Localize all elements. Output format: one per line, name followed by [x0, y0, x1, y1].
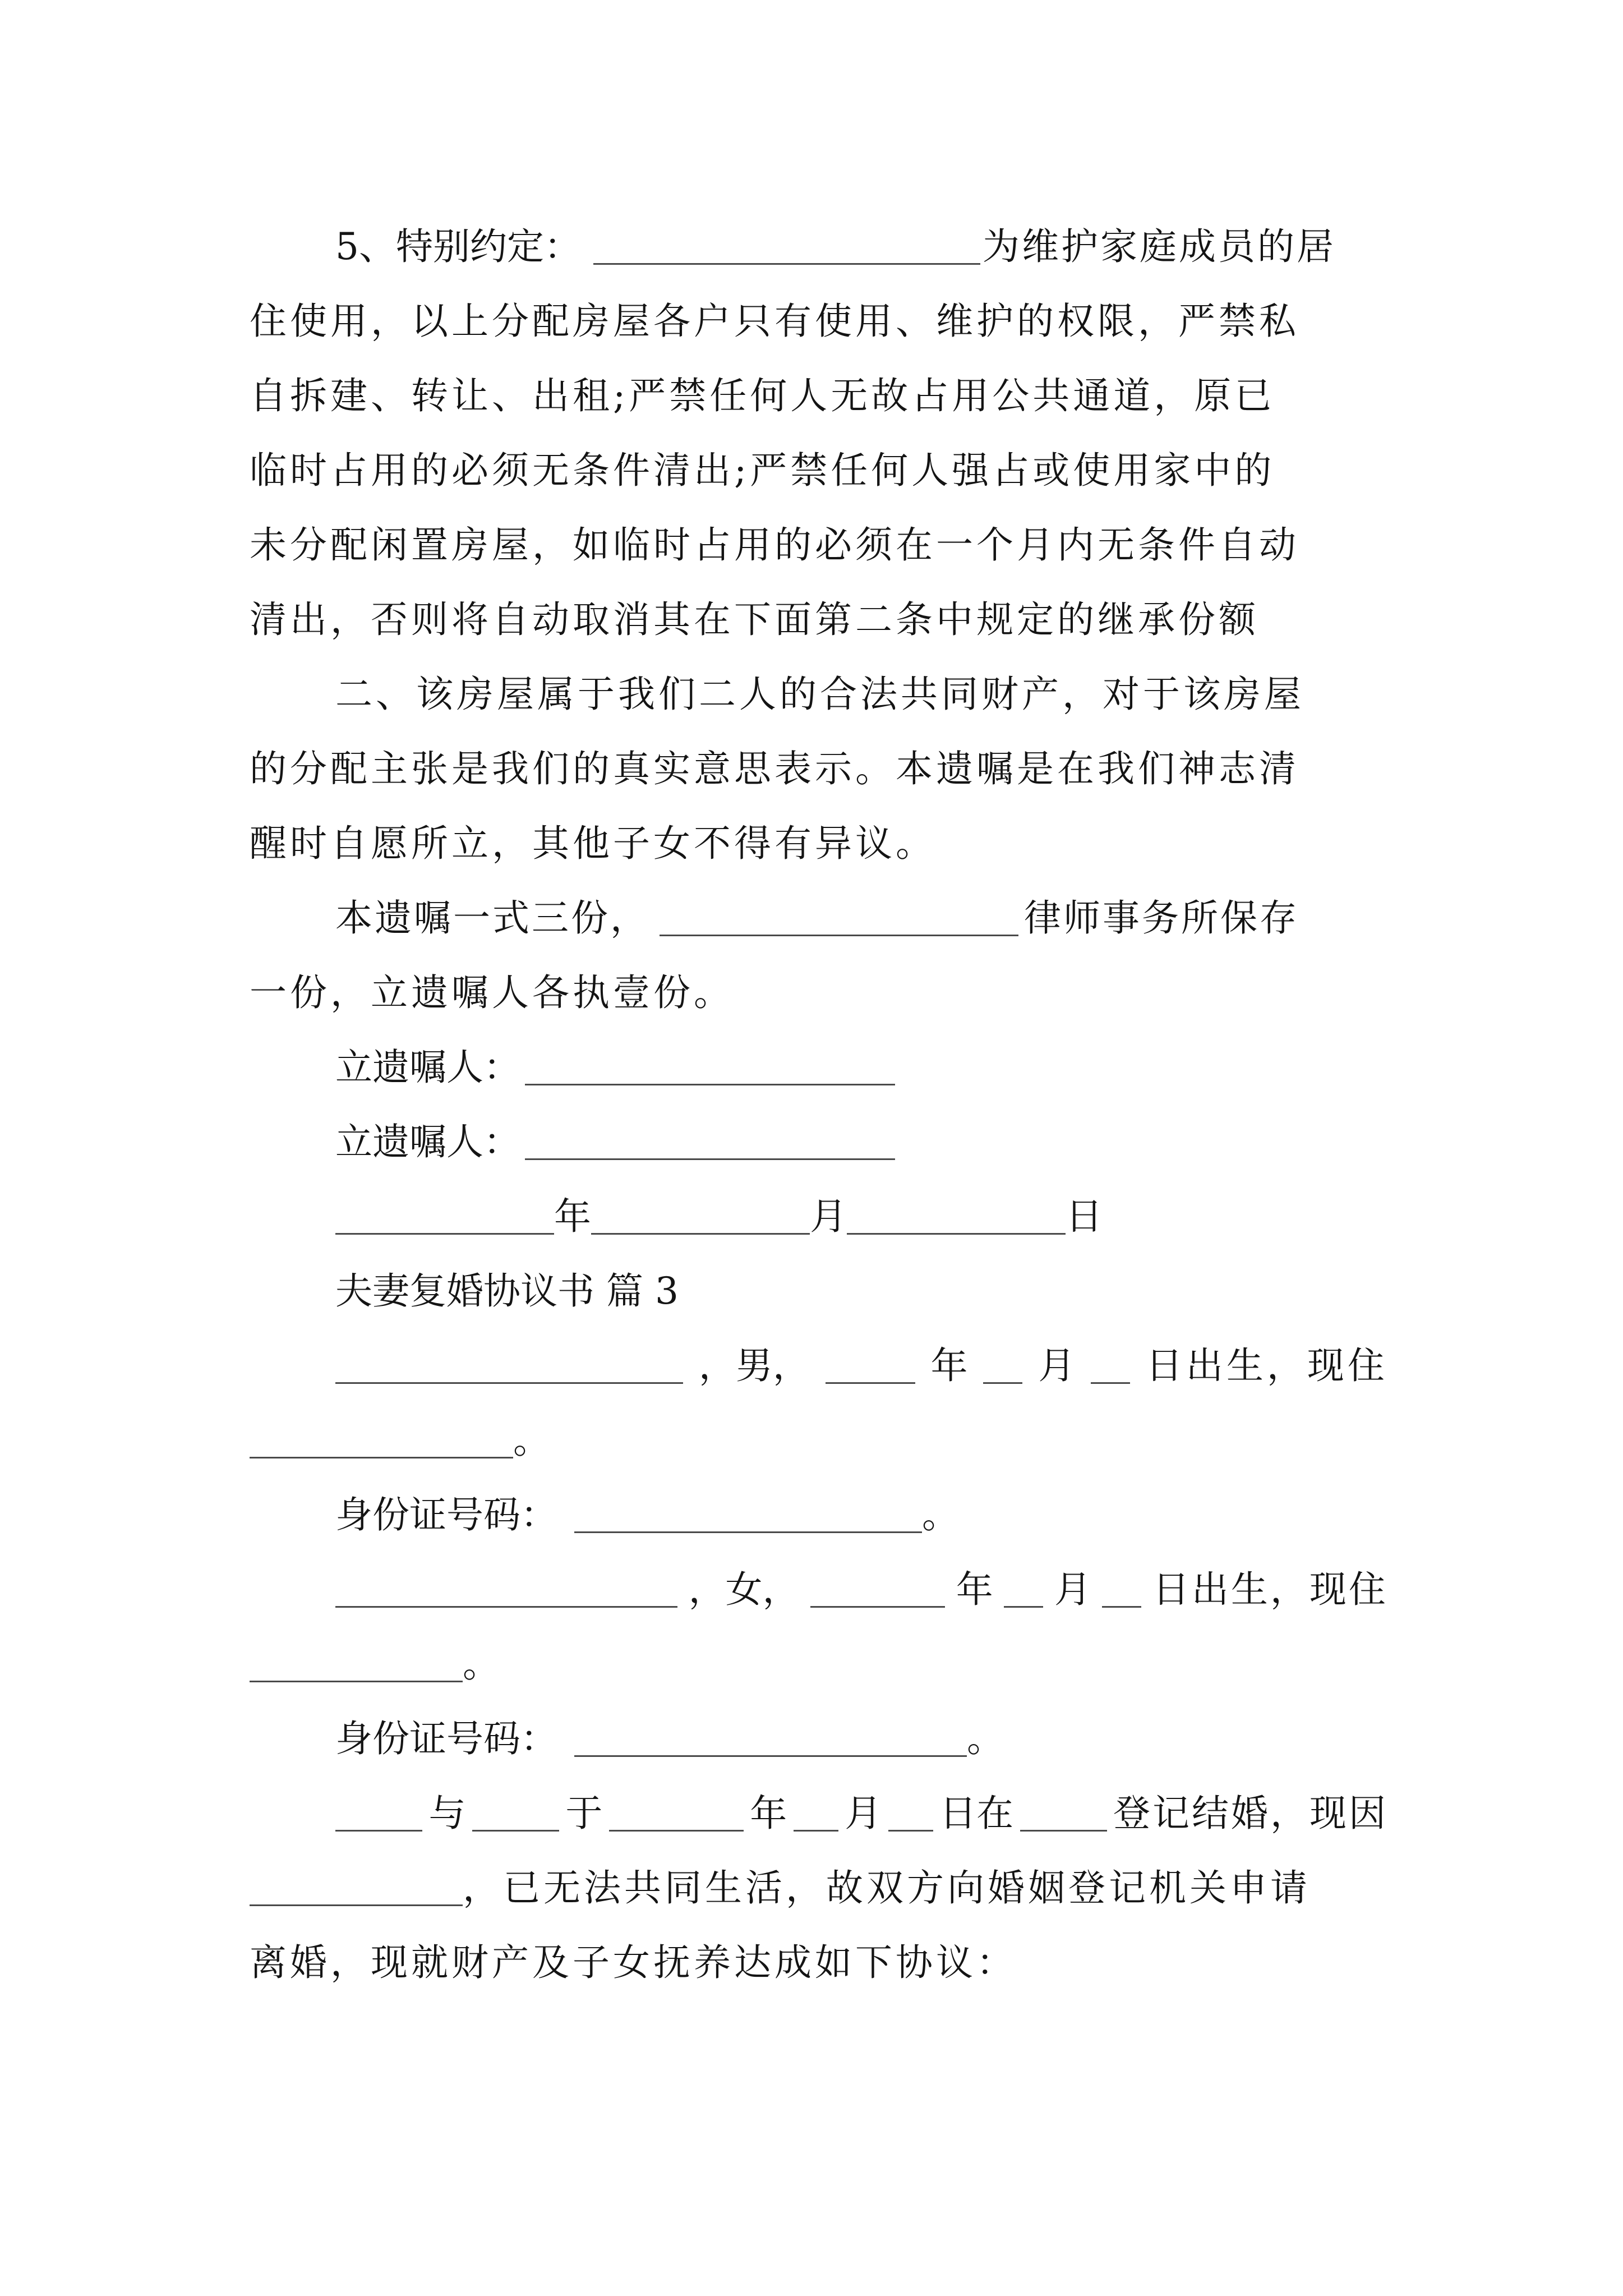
woman-id-line — [335, 1703, 1388, 1775]
special-clause-blank[interactable] — [593, 263, 980, 265]
testator-line-2 — [335, 1106, 1388, 1179]
man-id-end: 。 — [922, 1493, 959, 1536]
man-address-end: 。 — [513, 1419, 550, 1462]
woman-line-1 — [335, 1553, 1388, 1626]
woman-born-label: 日出生，现住 — [1152, 1568, 1388, 1611]
woman-id-end: 。 — [967, 1717, 1004, 1760]
marriage-line-1 — [335, 1777, 1388, 1850]
woman-id-label: 身份证号码： — [335, 1717, 557, 1760]
man-birth-day-blank[interactable] — [1091, 1382, 1130, 1384]
man-year-label: 年 — [930, 1344, 968, 1387]
marriage-month-blank[interactable] — [794, 1829, 838, 1832]
copies-prefix: 本遗嘱一式三份， — [335, 896, 649, 940]
testator-blank-1[interactable] — [525, 1083, 895, 1085]
woman-birth-day-blank[interactable] — [1102, 1605, 1141, 1608]
marriage-line-2 — [250, 1852, 1388, 1925]
testator-label-2: 立遗嘱人： — [335, 1120, 520, 1163]
testator-label-1: 立遗嘱人： — [335, 1046, 520, 1089]
man-birth-month-blank[interactable] — [983, 1382, 1022, 1384]
man-id-line — [335, 1479, 1388, 1552]
man-name-blank[interactable] — [335, 1382, 683, 1384]
copies-line-1 — [335, 882, 1388, 955]
man-id-blank[interactable] — [574, 1531, 922, 1533]
woman-gender: ，女， — [688, 1568, 800, 1611]
marriage-line-3: 离婚，现就财产及子女抚养达成如下协议： — [250, 1941, 1017, 1984]
woman-year-label: 年 — [956, 1568, 993, 1611]
special-clause-line-5: 未分配闲置房屋，如临时占用的必须在一个月内无条件自动 — [250, 523, 1299, 567]
man-birth-year-blank[interactable] — [826, 1382, 915, 1384]
copies-line-2: 一份，立遗嘱人各执壹份。 — [250, 971, 734, 1014]
party-a-blank[interactable] — [335, 1829, 422, 1832]
special-clause-line-2: 住使用，以上分配房屋各户只有使用、维护的权限，严禁私 — [250, 300, 1299, 343]
woman-name-blank[interactable] — [335, 1605, 677, 1608]
date-month-label: 月 — [810, 1195, 847, 1238]
special-clause-prefix: 5、特别约定： — [335, 225, 581, 268]
date-year-label: 年 — [554, 1195, 591, 1238]
registration-place-blank[interactable] — [1020, 1829, 1107, 1832]
date-line — [335, 1180, 1388, 1253]
special-clause-line-1 — [335, 210, 1388, 283]
marriage-day-at-label: 日在 — [939, 1792, 1014, 1835]
special-clause-suffix: 为维护家庭成员的居 — [983, 225, 1336, 268]
marriage-day-blank[interactable] — [888, 1829, 933, 1832]
divorce-reason-blank[interactable] — [250, 1904, 463, 1906]
marriage-month-label: 月 — [845, 1792, 882, 1835]
woman-id-blank[interactable] — [574, 1755, 967, 1757]
special-clause-line-4: 临时占用的必须无条件清出;严禁任何人强占或使用家中的 — [250, 449, 1275, 492]
copies-suffix: 律师事务所保存 — [1024, 896, 1299, 940]
man-line-1 — [335, 1329, 1388, 1402]
woman-month-label: 月 — [1054, 1568, 1091, 1611]
woman-address-blank[interactable] — [250, 1680, 463, 1682]
testator-line-1 — [335, 1031, 1388, 1104]
woman-address-end: 。 — [463, 1642, 500, 1686]
article-two-line-3: 醒时自愿所立，其他子女不得有异议。 — [250, 822, 936, 865]
marriage-registered-label: 登记结婚，现因 — [1113, 1792, 1388, 1835]
special-clause-line-6: 清出，否则将自动取消其在下面第二条中规定的继承份额 — [250, 598, 1259, 641]
marriage-with-label: 与 — [428, 1792, 466, 1835]
date-year-blank[interactable] — [335, 1232, 554, 1235]
marriage-on-label: 于 — [565, 1792, 603, 1835]
date-day-label: 日 — [1066, 1195, 1103, 1238]
woman-birth-month-blank[interactable] — [1004, 1605, 1043, 1608]
marriage-year-label: 年 — [750, 1792, 787, 1835]
marriage-line-2-suffix: ，已无法共同生活，故双方向婚姻登记机关申请 — [463, 1866, 1311, 1910]
party-b-blank[interactable] — [472, 1829, 559, 1832]
law-firm-blank[interactable] — [660, 934, 1018, 936]
section-heading: 夫妻复婚协议书 篇 3 — [335, 1269, 679, 1313]
date-day-blank[interactable] — [847, 1232, 1066, 1235]
man-gender: ，男， — [698, 1344, 810, 1387]
man-line-2 — [250, 1404, 1388, 1477]
woman-line-2 — [250, 1628, 1388, 1701]
woman-birth-year-blank[interactable] — [810, 1605, 945, 1608]
testator-blank-2[interactable] — [525, 1158, 895, 1160]
date-month-blank[interactable] — [591, 1232, 810, 1235]
man-address-blank[interactable] — [250, 1456, 513, 1458]
man-born-label: 日出生，现住 — [1145, 1344, 1388, 1387]
man-month-label: 月 — [1038, 1344, 1076, 1387]
article-two-line-1: 二、该房屋属于我们二人的合法共同财产，对于该房屋 — [335, 673, 1304, 716]
marriage-year-blank[interactable] — [609, 1829, 744, 1832]
article-two-line-2: 的分配主张是我们的真实意思表示。本遗嘱是在我们神志清 — [250, 747, 1299, 790]
special-clause-line-3: 自拆建、转让、出租;严禁任何人无故占用公共通道，原已 — [250, 374, 1275, 417]
man-id-label: 身份证号码： — [335, 1493, 557, 1536]
